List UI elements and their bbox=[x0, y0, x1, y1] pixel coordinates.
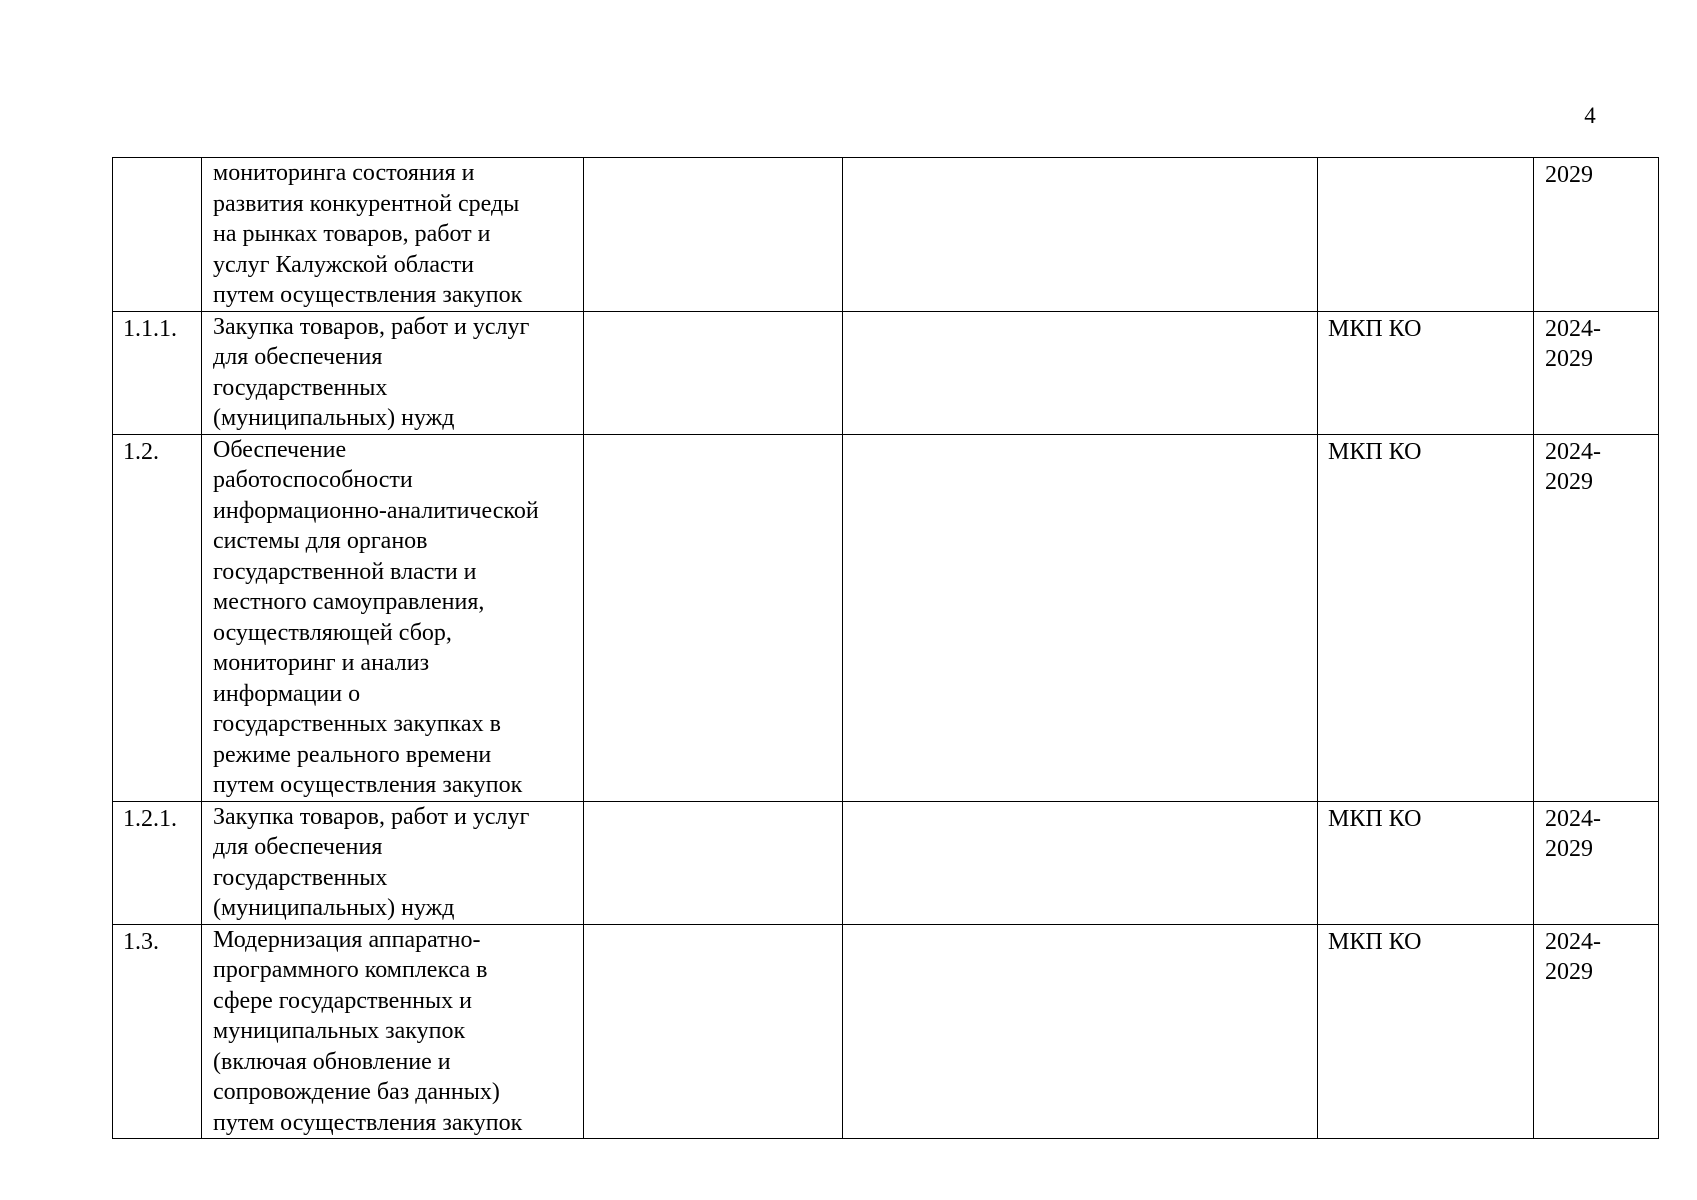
row-number-cell: 1.1.1. bbox=[113, 311, 202, 434]
row-number-cell: 1.3. bbox=[113, 924, 202, 1139]
empty-cell bbox=[584, 158, 843, 312]
executor-cell bbox=[1318, 158, 1534, 312]
executor-cell: МКП КО bbox=[1318, 924, 1534, 1139]
table-row bbox=[113, 801, 1659, 924]
empty-cell bbox=[584, 924, 843, 1139]
activity-name-cell: Закупка товаров, работ и услуг для обеспечения государственных (муниципальных) нужд bbox=[202, 311, 584, 434]
empty-cell bbox=[843, 924, 1318, 1139]
activity-name-cell: мониторинга состояния и развития конкурентной среды на рынках товаров, работ и услуг Калужской области путем осуществления закупок bbox=[202, 158, 584, 312]
period-cell: 2029 bbox=[1534, 158, 1659, 312]
table-row bbox=[113, 924, 1659, 1139]
executor-cell: МКП КО bbox=[1318, 801, 1534, 924]
activities-table bbox=[112, 157, 1659, 1139]
table-row bbox=[113, 434, 1659, 801]
page-number: 4 bbox=[1584, 103, 1596, 128]
table-row bbox=[113, 311, 1659, 434]
empty-cell bbox=[843, 434, 1318, 801]
period-cell: 2024- 2029 bbox=[1534, 801, 1659, 924]
period-cell: 2024- 2029 bbox=[1534, 434, 1659, 801]
empty-cell bbox=[584, 434, 843, 801]
empty-cell bbox=[584, 801, 843, 924]
empty-cell bbox=[843, 801, 1318, 924]
activity-name-cell: Модернизация аппаратно- программного комплекса в сфере государственных и муниципальных закупок (включая обновление и сопровождение баз данных) путем осуществления закупок bbox=[202, 924, 584, 1139]
row-number-cell: 1.2.1. bbox=[113, 801, 202, 924]
activity-name-cell: Обеспечение работоспособности информационно-аналитической системы для органов государственной власти и местного самоуправления, осуществляющей сбор, мониторинг и анализ информации о государственных закупках в режиме реального времени путем осуществления закупок bbox=[202, 434, 584, 801]
empty-cell bbox=[584, 311, 843, 434]
period-cell: 2024- 2029 bbox=[1534, 924, 1659, 1139]
period-cell: 2024- 2029 bbox=[1534, 311, 1659, 434]
executor-cell: МКП КО bbox=[1318, 434, 1534, 801]
row-number-cell: 1.2. bbox=[113, 434, 202, 801]
row-number-cell bbox=[113, 158, 202, 312]
empty-cell bbox=[843, 311, 1318, 434]
activity-name-cell: Закупка товаров, работ и услуг для обеспечения государственных (муниципальных) нужд bbox=[202, 801, 584, 924]
table-row bbox=[113, 158, 1659, 312]
empty-cell bbox=[843, 158, 1318, 312]
executor-cell: МКП КО bbox=[1318, 311, 1534, 434]
